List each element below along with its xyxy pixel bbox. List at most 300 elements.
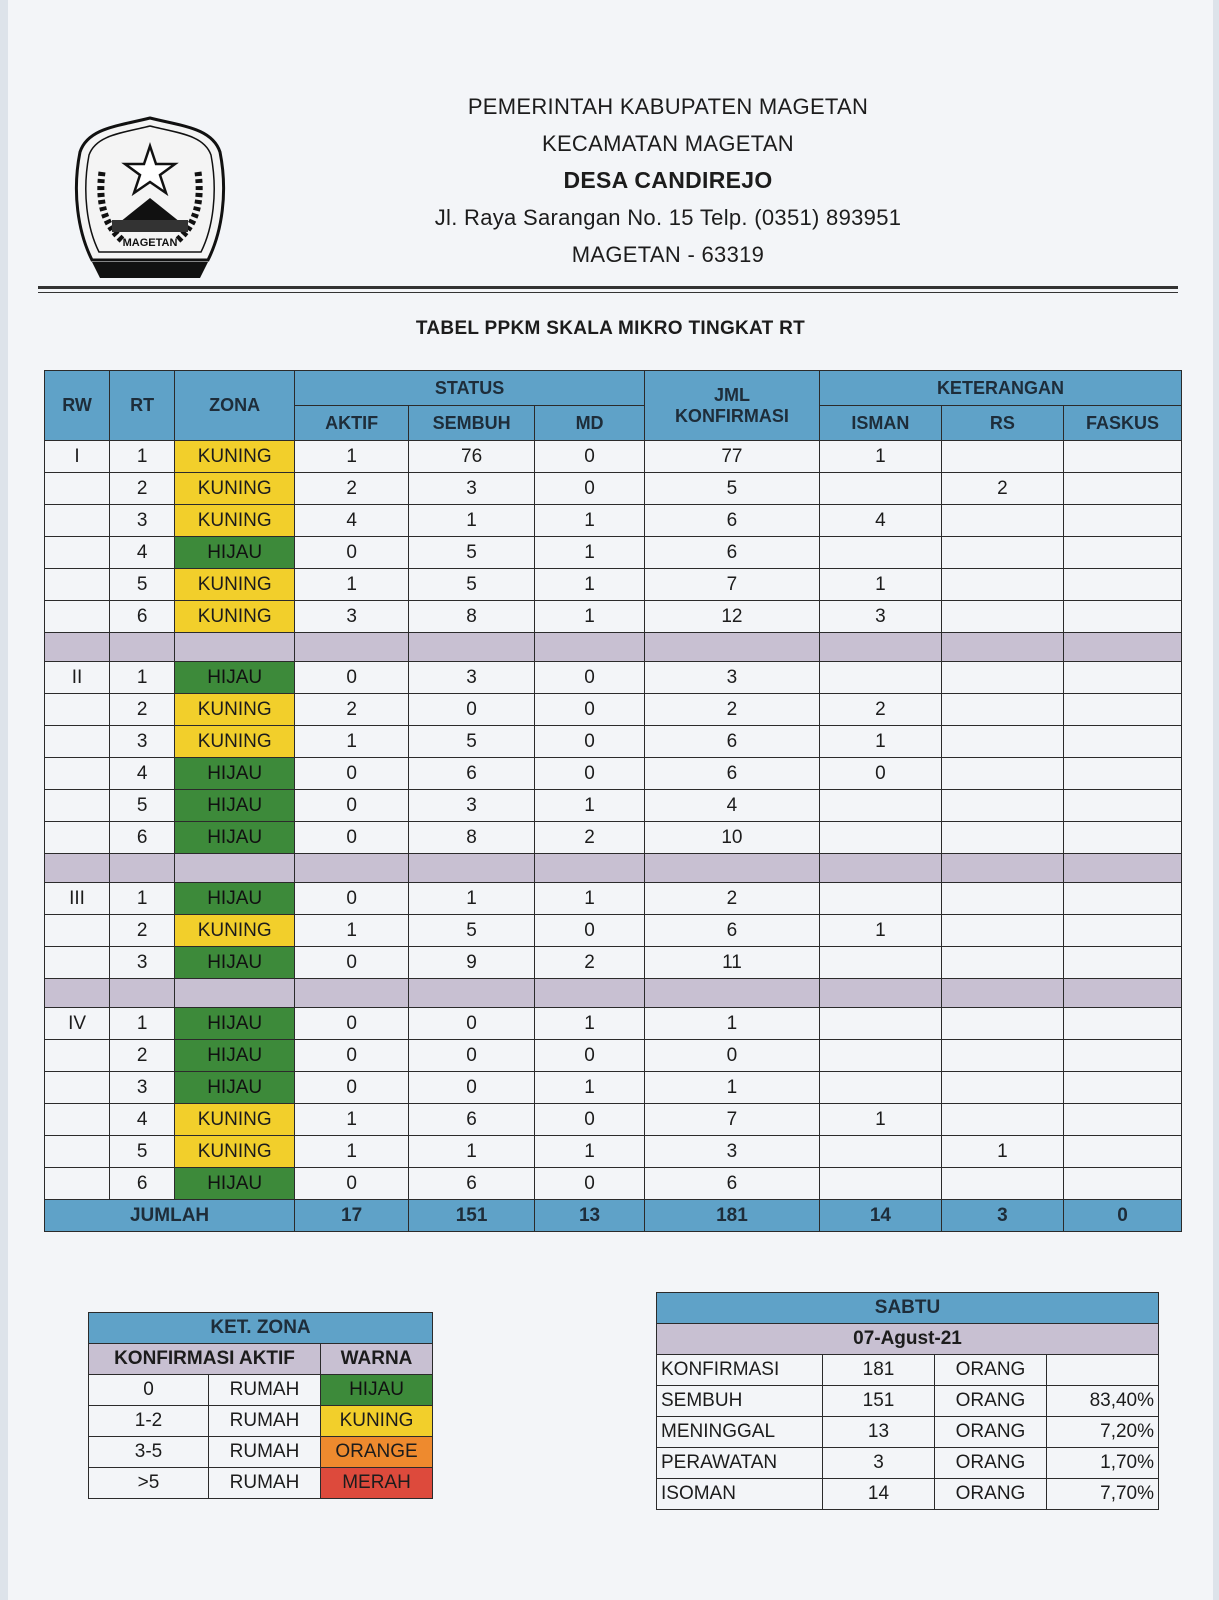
- cell-jml: 1: [644, 1072, 819, 1104]
- cell-sembuh: 0: [409, 694, 535, 726]
- cell-jml: 2: [644, 883, 819, 915]
- total-rs: 3: [941, 1200, 1063, 1232]
- cell-sembuh: 1: [409, 505, 535, 537]
- col-isman: ISMAN: [819, 406, 941, 441]
- cell-isman: [819, 1072, 941, 1104]
- cell-md: 1: [535, 1008, 645, 1040]
- summary-label: MENINGGAL: [657, 1417, 823, 1448]
- summary-unit: ORANG: [935, 1479, 1047, 1510]
- cell-faskus: [1063, 505, 1181, 537]
- cell-rs: [941, 1072, 1063, 1104]
- cell-aktif: 0: [295, 947, 409, 979]
- cell-sembuh: 76: [409, 441, 535, 473]
- cell-jml: 6: [644, 758, 819, 790]
- cell-rt: 2: [110, 915, 175, 947]
- cell-rs: [941, 505, 1063, 537]
- cell-sembuh: 8: [409, 822, 535, 854]
- cell-jml: 0: [644, 1040, 819, 1072]
- cell-rt: 2: [110, 1040, 175, 1072]
- separator-cell: [941, 854, 1063, 883]
- cell-md: 1: [535, 569, 645, 601]
- table-row: [45, 1168, 1182, 1200]
- col-rt: RT: [110, 371, 175, 441]
- cell-faskus: [1063, 947, 1181, 979]
- cell-jml: 6: [644, 505, 819, 537]
- cell-rw: [45, 758, 110, 790]
- cell-rw: [45, 694, 110, 726]
- summary-value: 13: [823, 1417, 935, 1448]
- table-row: [45, 601, 1182, 633]
- col-aktif: AKTIF: [295, 406, 409, 441]
- cell-jml: 11: [644, 947, 819, 979]
- cell-faskus: [1063, 441, 1181, 473]
- summary-percent: 7,70%: [1047, 1479, 1159, 1510]
- table-row: [45, 1072, 1182, 1104]
- legend-unit: RUMAH: [209, 1437, 321, 1468]
- cell-faskus: [1063, 790, 1181, 822]
- cell-isman: 3: [819, 601, 941, 633]
- legend-range: 0: [89, 1375, 209, 1406]
- cell-zona: KUNING: [175, 505, 295, 537]
- legend-color: KUNING: [321, 1406, 433, 1437]
- separator-cell: [819, 979, 941, 1008]
- cell-zona: HIJAU: [175, 790, 295, 822]
- separator-cell: [175, 854, 295, 883]
- cell-isman: [819, 473, 941, 505]
- separator-cell: [1063, 854, 1181, 883]
- cell-aktif: 1: [295, 726, 409, 758]
- cell-rw: [45, 601, 110, 633]
- document-page: [8, 0, 1213, 1600]
- cell-aktif: 0: [295, 758, 409, 790]
- col-jml-line1: JML: [713, 384, 750, 405]
- cell-aktif: 0: [295, 822, 409, 854]
- cell-isman: [819, 662, 941, 694]
- cell-rs: [941, 694, 1063, 726]
- cell-rs: [941, 662, 1063, 694]
- table-row: [45, 1136, 1182, 1168]
- cell-rs: [941, 1168, 1063, 1200]
- cell-jml: 7: [644, 1104, 819, 1136]
- cell-rt: 2: [110, 694, 175, 726]
- separator-cell: [819, 633, 941, 662]
- cell-jml: 1: [644, 1008, 819, 1040]
- cell-zona: KUNING: [175, 473, 295, 505]
- cell-isman: [819, 947, 941, 979]
- cell-faskus: [1063, 601, 1181, 633]
- cell-isman: [819, 790, 941, 822]
- cell-md: 0: [535, 915, 645, 947]
- table-row: [45, 1008, 1182, 1040]
- cell-zona: HIJAU: [175, 883, 295, 915]
- cell-zona: HIJAU: [175, 537, 295, 569]
- legend-color: MERAH: [321, 1468, 433, 1499]
- cell-isman: [819, 1168, 941, 1200]
- cell-jml: 5: [644, 473, 819, 505]
- cell-zona: KUNING: [175, 601, 295, 633]
- col-jml-line2: KONFIRMASI: [674, 405, 789, 426]
- cell-rw: [45, 1072, 110, 1104]
- total-isman: 14: [819, 1200, 941, 1232]
- cell-isman: 1: [819, 726, 941, 758]
- cell-faskus: [1063, 473, 1181, 505]
- cell-jml: 4: [644, 790, 819, 822]
- summary-row: [657, 1417, 1159, 1448]
- cell-rs: [941, 947, 1063, 979]
- magetan-emblem-icon: [72, 112, 228, 284]
- separator-cell: [409, 979, 535, 1008]
- total-md: 13: [535, 1200, 645, 1232]
- cell-faskus: [1063, 1104, 1181, 1136]
- cell-rt: 1: [110, 883, 175, 915]
- table-row: [45, 569, 1182, 601]
- table-row: [45, 473, 1182, 505]
- cell-rs: [941, 790, 1063, 822]
- cell-faskus: [1063, 569, 1181, 601]
- cell-rw: [45, 915, 110, 947]
- legend-range: 1-2: [89, 1406, 209, 1437]
- cell-faskus: [1063, 726, 1181, 758]
- separator-cell: [1063, 633, 1181, 662]
- cell-rt: 3: [110, 726, 175, 758]
- cell-zona: KUNING: [175, 1136, 295, 1168]
- cell-md: 0: [535, 758, 645, 790]
- total-aktif: 17: [295, 1200, 409, 1232]
- summary-date: 07-Agust-21: [657, 1324, 1159, 1355]
- cell-jml: 3: [644, 1136, 819, 1168]
- cell-rt: 4: [110, 537, 175, 569]
- col-md: MD: [535, 406, 645, 441]
- cell-isman: [819, 822, 941, 854]
- cell-faskus: [1063, 1168, 1181, 1200]
- separator-cell: [941, 633, 1063, 662]
- cell-rs: [941, 883, 1063, 915]
- cell-rw: III: [45, 883, 110, 915]
- letterhead-line2: KECAMATAN MAGETAN: [541, 131, 794, 156]
- cell-sembuh: 0: [409, 1008, 535, 1040]
- cell-isman: 2: [819, 694, 941, 726]
- cell-md: 0: [535, 1040, 645, 1072]
- cell-aktif: 0: [295, 1040, 409, 1072]
- cell-sembuh: 9: [409, 947, 535, 979]
- cell-zona: HIJAU: [175, 662, 295, 694]
- cell-sembuh: 1: [409, 1136, 535, 1168]
- legend-color: ORANGE: [321, 1437, 433, 1468]
- cell-rt: 5: [110, 1136, 175, 1168]
- cell-zona: HIJAU: [175, 1040, 295, 1072]
- letterhead-line1: PEMERINTAH KABUPATEN MAGETAN: [467, 94, 869, 119]
- cell-sembuh: 8: [409, 601, 535, 633]
- cell-rt: 1: [110, 441, 175, 473]
- cell-zona: HIJAU: [175, 947, 295, 979]
- cell-rw: [45, 505, 110, 537]
- separator-cell: [1063, 979, 1181, 1008]
- summary-label: SEMBUH: [657, 1386, 823, 1417]
- total-faskus: 0: [1063, 1200, 1181, 1232]
- separator-cell: [535, 633, 645, 662]
- cell-rs: [941, 915, 1063, 947]
- summary-value: 151: [823, 1386, 935, 1417]
- cell-isman: 1: [819, 915, 941, 947]
- cell-md: 1: [535, 601, 645, 633]
- daily-summary: [656, 1292, 1159, 1510]
- cell-aktif: 0: [295, 662, 409, 694]
- cell-aktif: 1: [295, 441, 409, 473]
- cell-faskus: [1063, 662, 1181, 694]
- cell-md: 0: [535, 694, 645, 726]
- table-row: [45, 790, 1182, 822]
- cell-md: 0: [535, 1168, 645, 1200]
- cell-isman: 4: [819, 505, 941, 537]
- cell-aktif: 0: [295, 790, 409, 822]
- summary-value: 181: [823, 1355, 935, 1386]
- legend-col-konfirmasi: KONFIRMASI AKTIF: [89, 1344, 321, 1375]
- cell-jml: 12: [644, 601, 819, 633]
- cell-sembuh: 3: [409, 473, 535, 505]
- cell-rt: 5: [110, 790, 175, 822]
- cell-md: 1: [535, 1136, 645, 1168]
- cell-zona: HIJAU: [175, 822, 295, 854]
- cell-sembuh: 3: [409, 662, 535, 694]
- cell-jml: 3: [644, 662, 819, 694]
- cell-rt: 3: [110, 947, 175, 979]
- cell-jml: 6: [644, 1168, 819, 1200]
- cell-aktif: 0: [295, 1072, 409, 1104]
- cell-faskus: [1063, 1008, 1181, 1040]
- separator-cell: [110, 633, 175, 662]
- col-status: STATUS: [295, 371, 645, 406]
- total-jml: 181: [644, 1200, 819, 1232]
- cell-rt: 4: [110, 1104, 175, 1136]
- legend-unit: RUMAH: [209, 1375, 321, 1406]
- cell-zona: KUNING: [175, 569, 295, 601]
- cell-jml: 6: [644, 726, 819, 758]
- cell-md: 2: [535, 822, 645, 854]
- col-zona: ZONA: [175, 371, 295, 441]
- cell-rs: [941, 822, 1063, 854]
- cell-rw: [45, 569, 110, 601]
- separator-cell: [175, 633, 295, 662]
- cell-rs: [941, 1008, 1063, 1040]
- cell-rs: 1: [941, 1136, 1063, 1168]
- cell-rs: 2: [941, 473, 1063, 505]
- summary-percent: [1047, 1355, 1159, 1386]
- summary-unit: ORANG: [935, 1355, 1047, 1386]
- legend-row: [89, 1375, 433, 1406]
- cell-md: 1: [535, 883, 645, 915]
- separator-cell: [409, 633, 535, 662]
- cell-jml: 7: [644, 569, 819, 601]
- table-row: [45, 758, 1182, 790]
- cell-rw: [45, 790, 110, 822]
- cell-sembuh: 6: [409, 1168, 535, 1200]
- cell-zona: HIJAU: [175, 758, 295, 790]
- table-row: [45, 726, 1182, 758]
- cell-sembuh: 6: [409, 1104, 535, 1136]
- letterhead: [408, 88, 928, 273]
- separator-cell: [45, 979, 110, 1008]
- separator-cell: [295, 854, 409, 883]
- summary-value: 14: [823, 1479, 935, 1510]
- cell-rt: 3: [110, 1072, 175, 1104]
- cell-md: 1: [535, 790, 645, 822]
- summary-unit: ORANG: [935, 1448, 1047, 1479]
- cell-isman: 1: [819, 441, 941, 473]
- summary-day: SABTU: [657, 1293, 1159, 1324]
- col-jml-konfirmasi: [644, 371, 819, 441]
- separator-cell: [295, 979, 409, 1008]
- cell-sembuh: 3: [409, 790, 535, 822]
- summary-label: ISOMAN: [657, 1479, 823, 1510]
- legend-unit: RUMAH: [209, 1406, 321, 1437]
- cell-aktif: 2: [295, 473, 409, 505]
- legend-range: >5: [89, 1468, 209, 1499]
- cell-sembuh: 1: [409, 883, 535, 915]
- letterhead-divider-thin: [38, 292, 1178, 293]
- summary-row: [657, 1355, 1159, 1386]
- cell-rw: IV: [45, 1008, 110, 1040]
- separator-cell: [110, 979, 175, 1008]
- summary-percent: 83,40%: [1047, 1386, 1159, 1417]
- legend-row: [89, 1437, 433, 1468]
- cell-isman: 0: [819, 758, 941, 790]
- legend-unit: RUMAH: [209, 1468, 321, 1499]
- cell-faskus: [1063, 883, 1181, 915]
- col-keterangan: KETERANGAN: [819, 371, 1181, 406]
- legend-color: HIJAU: [321, 1375, 433, 1406]
- cell-md: 0: [535, 1104, 645, 1136]
- cell-aktif: 0: [295, 1168, 409, 1200]
- cell-isman: [819, 1040, 941, 1072]
- cell-zona: KUNING: [175, 1104, 295, 1136]
- cell-zona: HIJAU: [175, 1008, 295, 1040]
- page-title: TABEL PPKM SKALA MIKRO TINGKAT RT: [415, 318, 806, 339]
- cell-faskus: [1063, 758, 1181, 790]
- cell-sembuh: 5: [409, 915, 535, 947]
- cell-isman: 1: [819, 1104, 941, 1136]
- letterhead-city: MAGETAN - 63319: [571, 242, 765, 267]
- cell-aktif: 0: [295, 1008, 409, 1040]
- cell-isman: [819, 883, 941, 915]
- cell-md: 1: [535, 505, 645, 537]
- cell-rt: 3: [110, 505, 175, 537]
- cell-md: 0: [535, 726, 645, 758]
- cell-zona: HIJAU: [175, 1168, 295, 1200]
- cell-md: 1: [535, 537, 645, 569]
- cell-jml: 6: [644, 537, 819, 569]
- cell-aktif: 0: [295, 883, 409, 915]
- cell-aktif: 3: [295, 601, 409, 633]
- cell-sembuh: 5: [409, 537, 535, 569]
- cell-rw: [45, 947, 110, 979]
- table-row: [45, 883, 1182, 915]
- separator-cell: [535, 854, 645, 883]
- logo-text: MAGETAN: [122, 237, 178, 249]
- cell-faskus: [1063, 1136, 1181, 1168]
- summary-value: 3: [823, 1448, 935, 1479]
- cell-rw: II: [45, 662, 110, 694]
- cell-aktif: 4: [295, 505, 409, 537]
- summary-row: [657, 1386, 1159, 1417]
- cell-rt: 1: [110, 1008, 175, 1040]
- col-faskus: FASKUS: [1063, 406, 1181, 441]
- cell-rt: 4: [110, 758, 175, 790]
- table-row: [45, 822, 1182, 854]
- summary-percent: 7,20%: [1047, 1417, 1159, 1448]
- separator-cell: [295, 633, 409, 662]
- cell-faskus: [1063, 694, 1181, 726]
- summary-unit: ORANG: [935, 1386, 1047, 1417]
- group-separator: [45, 854, 1182, 883]
- cell-sembuh: 0: [409, 1072, 535, 1104]
- summary-row: [657, 1479, 1159, 1510]
- cell-rs: [941, 537, 1063, 569]
- table-row: [45, 1040, 1182, 1072]
- cell-aktif: 1: [295, 569, 409, 601]
- table-row: [45, 662, 1182, 694]
- cell-rw: [45, 1136, 110, 1168]
- table-row: [45, 694, 1182, 726]
- cell-jml: 6: [644, 915, 819, 947]
- cell-rw: [45, 537, 110, 569]
- cell-zona: HIJAU: [175, 1072, 295, 1104]
- cell-rs: [941, 601, 1063, 633]
- cell-zona: KUNING: [175, 694, 295, 726]
- cell-rw: I: [45, 441, 110, 473]
- cell-md: 2: [535, 947, 645, 979]
- table-row: [45, 441, 1182, 473]
- cell-aktif: 1: [295, 1104, 409, 1136]
- group-separator: [45, 633, 1182, 662]
- cell-faskus: [1063, 822, 1181, 854]
- col-sembuh: SEMBUH: [409, 406, 535, 441]
- summary-label: PERAWATAN: [657, 1448, 823, 1479]
- summary-label: KONFIRMASI: [657, 1355, 823, 1386]
- cell-rw: [45, 822, 110, 854]
- separator-cell: [644, 979, 819, 1008]
- cell-sembuh: 6: [409, 758, 535, 790]
- totals-label: JUMLAH: [45, 1200, 295, 1232]
- cell-rs: [941, 569, 1063, 601]
- legend-row: [89, 1468, 433, 1499]
- totals-row: [45, 1200, 1182, 1232]
- cell-md: 0: [535, 473, 645, 505]
- cell-zona: KUNING: [175, 726, 295, 758]
- letterhead-address: Jl. Raya Sarangan No. 15 Telp. (0351) 893951: [434, 205, 902, 230]
- cell-md: 0: [535, 441, 645, 473]
- cell-md: 0: [535, 662, 645, 694]
- cell-zona: KUNING: [175, 441, 295, 473]
- separator-cell: [644, 633, 819, 662]
- cell-sembuh: 5: [409, 726, 535, 758]
- cell-md: 1: [535, 1072, 645, 1104]
- summary-row: [657, 1448, 1159, 1479]
- summary-percent: 1,70%: [1047, 1448, 1159, 1479]
- cell-rt: 5: [110, 569, 175, 601]
- cell-rw: [45, 1168, 110, 1200]
- total-sembuh: 151: [409, 1200, 535, 1232]
- ppkm-table: [44, 370, 1182, 1232]
- legend-row: [89, 1406, 433, 1437]
- cell-aktif: 0: [295, 537, 409, 569]
- legend-range: 3-5: [89, 1437, 209, 1468]
- table-row: [45, 947, 1182, 979]
- cell-rs: [941, 1104, 1063, 1136]
- cell-rw: [45, 1040, 110, 1072]
- cell-rt: 6: [110, 601, 175, 633]
- cell-faskus: [1063, 1040, 1181, 1072]
- cell-aktif: 2: [295, 694, 409, 726]
